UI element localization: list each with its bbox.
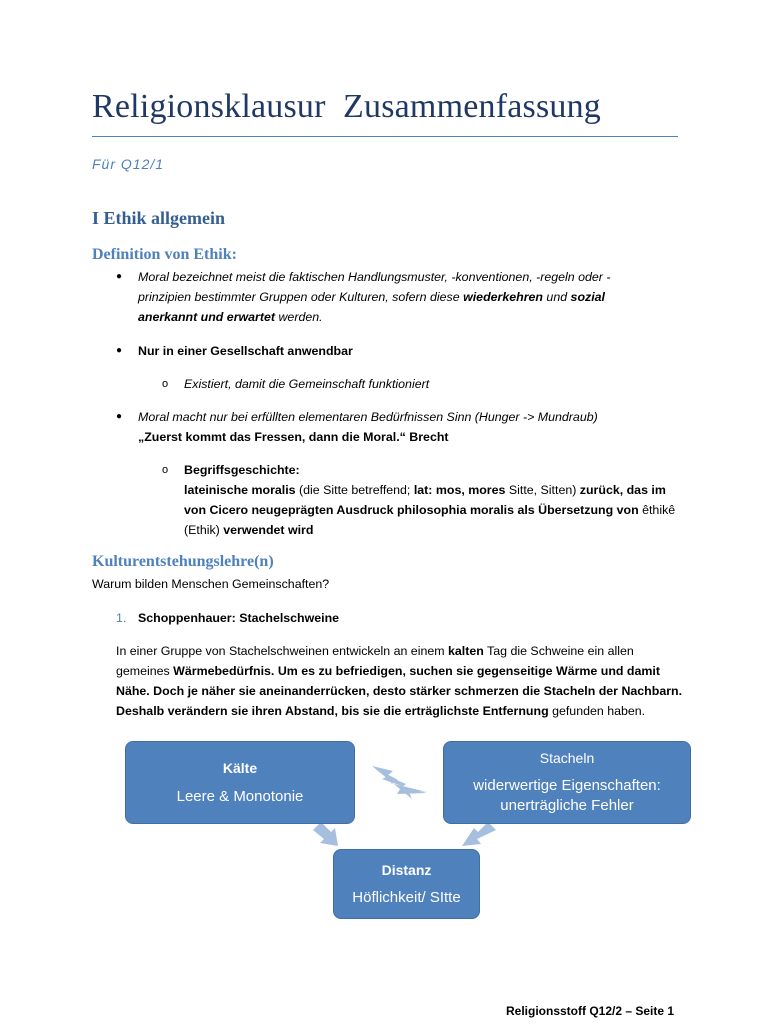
arrow-down-left-icon [462,822,496,846]
bullet-1-line-3 [138,307,323,327]
lightning-bolt-icon [372,766,427,799]
page-footer: Religionsstoff Q12/2 – Seite 1 [506,1004,675,1018]
begriffsgeschichte-title: Begriffsgeschichte: [184,463,300,477]
diagram-box-distanz [333,849,480,919]
circle-bullet: o [162,464,169,476]
emphasis-span: sozial [570,290,605,304]
box-title: Distanz [381,862,432,878]
box-subtitle: widerwertige Eigenschaften: [473,777,661,794]
emphasis-span: lat: mos, mores [413,483,506,497]
circle-bullet: o [162,378,169,390]
bullet-dot: ● [116,345,123,356]
bullet-2-text: Nur in einer Gesellschaft anwendbar [138,344,353,358]
text-span: êthikê [642,503,676,517]
text-span: gefunden haben. [548,704,646,718]
definition-heading: Definition von Ethik: [92,246,237,263]
text-span: In einer Gruppe von Stachelschweinen entwickeln an einem [116,644,448,658]
text-span: und [542,290,571,304]
bullet-3-line-1: Moral macht nur bei erfüllten elementaren Bedürfnissen Sinn (Hunger -> Mundraub) [138,410,598,424]
bullet-3-quote: „Zuerst kommt das Fressen, dann die Moral.“ Brecht [138,430,449,444]
box-title: Stacheln [539,750,595,766]
bullet-2-sub-text: Existiert, damit die Gemeinschaft funktioniert [184,377,430,391]
begriffsgeschichte-line-1 [184,480,666,500]
begriffsgeschichte-line-3 [184,520,313,540]
kultur-heading: Kulturentstehungslehre(n) [92,553,274,570]
box-subtitle: Leere & Monotonie [176,788,304,805]
text-span: gemeines [116,664,174,678]
document-title: Religionsklausur Zusammenfassung [92,88,601,125]
emphasis-span: lateinische moralis [184,483,296,497]
paragraph-line-1 [116,641,634,661]
bullet-1-line-2 [138,287,605,307]
text-span: (die Sitte betreffend; [295,483,414,497]
emphasis-span: erträglichste Entfernung [404,704,549,718]
text-span: von Cicero neugeprägten Ausdruck philosophia moralis als Übersetzung von [184,503,643,517]
emphasis-span: Wärmebedürfnis. Um es zu befriedigen, suchen sie gegenseitige Wärme und damit [173,664,660,678]
arrow-down-right-icon [313,822,338,846]
emphasis-span: kalten [448,644,484,658]
paragraph-line-4 [116,701,645,721]
begriffsgeschichte-line-2 [184,500,675,520]
emphasis-span: wiederkehren [463,290,543,304]
emphasis-span: verwendet wird [223,523,314,537]
emphasis-span: Deshalb verändern sie ihren Abstand, bis sie die [116,704,405,718]
kultur-question: Warum bilden Menschen Gemeinschaften? [92,577,330,591]
box-subtitle: unerträgliche Fehler [500,797,634,814]
emphasis-span: anerkannt und erwartet [138,310,276,324]
text-span: Sitte, Sitten) [505,483,580,497]
text-span: Tag die Schweine ein allen [483,644,634,658]
emphasis-span: zurück, das im [579,483,666,497]
section-heading: I Ethik allgemein [92,208,226,228]
diagram-box-kaelte [125,741,355,824]
document-subtitle: Für Q12/1 [92,156,165,172]
paragraph-line-3: Nähe. Doch je näher sie aneinanderrücken, desto stärker schmerzen die Stacheln der Nachbarn. [116,684,683,698]
box-title: Kälte [222,760,258,776]
title-underline [92,136,678,137]
box-subtitle: Höflichkeit/ SItte [352,889,461,906]
lightning-bolt-shape [372,766,427,794]
bullet-dot: ● [116,411,123,422]
paragraph-line-2 [116,661,660,681]
text-span: prinzipien bestimmter Gruppen oder Kulturen, sofern diese [138,290,464,304]
text-span: (Ethik) [184,523,224,537]
bullet-1-line-1: Moral bezeichnet meist die faktischen Handlungsmuster, -konventionen, -regeln oder - [138,270,611,284]
text-span: werden. [275,310,323,324]
list-item-label: Schoppenhauer: Stachelschweine [138,611,340,625]
list-number: 1. [116,611,127,625]
diagram-box-stacheln [443,741,691,824]
bullet-dot: ● [116,271,123,282]
